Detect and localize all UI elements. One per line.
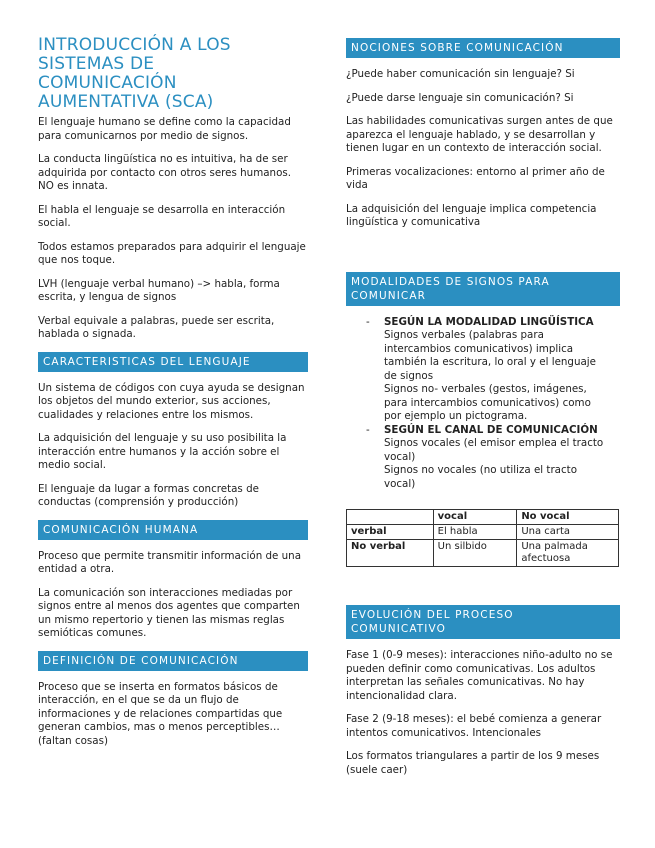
section-paragraph: La comunicación son interacciones mediadas por signos entre al menos dos agentes que comparten un mismo repertorio y tienen las mismas reglas semióticas comunes. <box>38 586 300 639</box>
section-paragraph: ¿Puede darse lenguaje sin comunicación? Si <box>346 91 574 104</box>
section-heading-modalidades: MODALIDADES DE SIGNOS PARA COMUNICAR <box>346 272 620 306</box>
section-heading-comunicacion-humana: COMUNICACIÓN HUMANA <box>38 520 308 540</box>
intro-paragraph: LVH (lenguaje verbal humano) –> habla, forma escrita, y lengua de signos <box>38 277 280 303</box>
modalidades-list <box>346 316 620 492</box>
left-column <box>38 36 308 758</box>
section-paragraph: Los formatos triangulares a partir de los 9 meses (suele caer) <box>346 750 600 776</box>
section-paragraph: Proceso que permite transmitir información de una entidad a otra. <box>38 549 301 575</box>
intro-paragraph: La conducta lingüística no es intuitiva, ha de ser adquirida por contacto con otros seres humanos. NO es innata. <box>38 153 292 192</box>
table-cell: No verbal <box>347 540 434 567</box>
right-column <box>346 36 620 787</box>
section-paragraph: Fase 1 (0-9 meses): interacciones niño-adulto no se pueden definir como comunicativas. Los adultos interpretan las señales comunicativas. No hay intencionalidad clara. <box>346 649 613 702</box>
table-header: No vocal <box>517 510 619 525</box>
intro-paragraph: El lenguaje humano se define como la capacidad para comunicarnos por medio de signos. <box>38 116 291 142</box>
table-header-row <box>347 510 619 525</box>
list-item: - SEGÚN LA MODALIDAD LINGÜÍSTICA Signos verbales (palabras para intercambios comunicativos) implica también la escritura, lo oral y el lenguaje de signos Signos no- verbales (gestos, imágenes, para intercambios comunicativos) como por ejemplo un pictograma. <box>366 315 596 422</box>
section-heading-definicion: DEFINICIÓN DE COMUNICACIÓN <box>38 651 308 671</box>
table-header: vocal <box>433 510 517 525</box>
table-row <box>347 540 619 567</box>
intro-paragraph: Todos estamos preparados para adquirir el lenguaje que nos toque. <box>38 240 306 266</box>
section-paragraph: La adquisición del lenguaje implica competencia lingüística y comunicativa <box>346 202 597 228</box>
table-header <box>347 510 434 525</box>
table-cell: Una carta <box>517 525 619 540</box>
section-paragraph: Las habilidades comunicativas surgen antes de que aparezca el lenguaje hablado, y se desarrollan y tienen lugar en un contexto de interacción social. <box>346 115 613 154</box>
section-paragraph: El lenguaje da lugar a formas concretas de conductas (comprensión y producción) <box>38 482 259 508</box>
table-cell: verbal <box>347 525 434 540</box>
section-heading-evolucion: EVOLUCIÓN DEL PROCESO COMUNICATIVO <box>346 605 620 639</box>
table-cell: Una palmada afectuosa <box>517 540 619 567</box>
table-cell: Un silbido <box>433 540 517 567</box>
section-heading-nociones: NOCIONES SOBRE COMUNICACIÓN <box>346 38 620 58</box>
table-row <box>347 525 619 540</box>
intro-paragraph: Verbal equivale a palabras, puede ser escrita, hablada o signada. <box>38 314 275 340</box>
section-paragraph: Un sistema de códigos con cuya ayuda se designan los objetos del mundo exterior, sus acciones, cualidades y relaciones entre los mismos. <box>38 381 305 421</box>
table-cell: El habla <box>433 525 517 540</box>
list-item: - SEGÚN EL CANAL DE COMUNICACIÓN Signos vocales (el emisor emplea el tracto vocal) Signos no vocales (no utiliza el tracto vocal) <box>366 423 604 490</box>
page-title: INTRODUCCIÓN A LOS SISTEMAS DE COMUNICACIÓN AUMENTATIVA (SCA) <box>38 35 231 112</box>
section-paragraph: Fase 2 (9-18 meses): el bebé comienza a generar intentos comunicativos. Intencionales <box>346 713 602 739</box>
signos-table <box>346 509 619 567</box>
section-paragraph: La adquisición del lenguaje y su uso posibilita la interacción entre humanos y la acción sobre el medio social. <box>38 432 287 471</box>
section-paragraph: ¿Puede haber comunicación sin lenguaje? Si <box>346 68 575 80</box>
section-heading-caracteristicas: CARACTERISTICAS DEL LENGUAJE <box>38 352 308 372</box>
section-paragraph: Primeras vocalizaciones: entorno al primer año de vida <box>346 165 605 191</box>
section-paragraph: Proceso que se inserta en formatos básicos de interacción, en el que se da un flujo de informaciones y de relaciones compartidas que generan cambios, mas o menos perceptibles… (faltan cosas) <box>38 680 283 747</box>
intro-paragraph: El habla el lenguaje se desarrolla en interacción social. <box>38 203 286 229</box>
